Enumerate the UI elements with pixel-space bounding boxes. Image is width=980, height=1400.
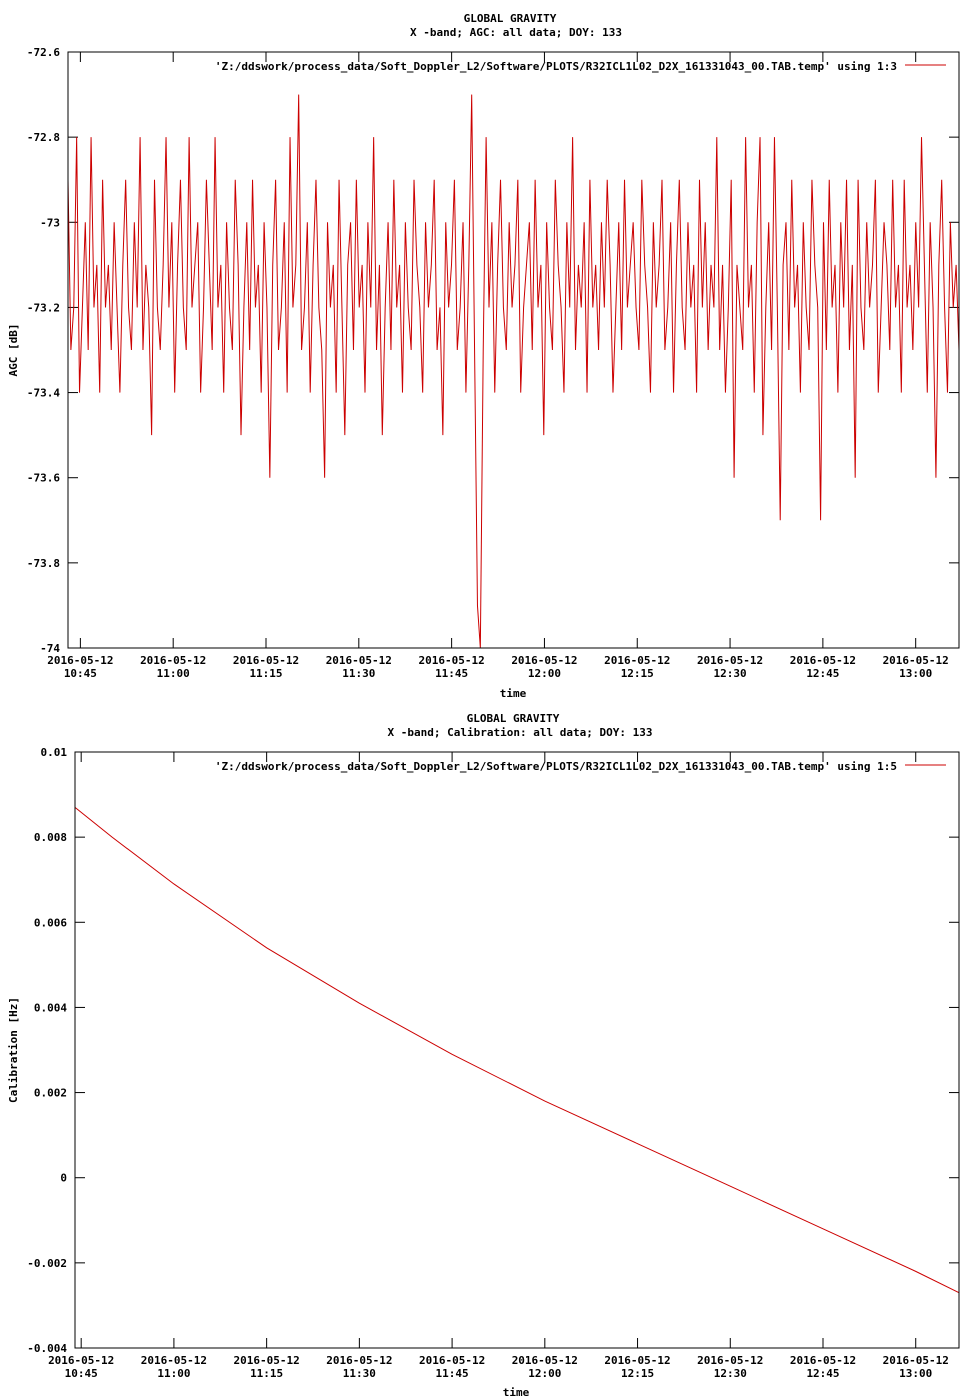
agc-x-tick-date: 2016-05-12 — [789, 654, 856, 667]
agc-x-tick-date: 2016-05-12 — [47, 654, 114, 667]
agc-x-tick-time: 11:30 — [342, 667, 376, 680]
calibration-x-tick-date: 2016-05-12 — [511, 1354, 578, 1367]
agc-x-tick-date: 2016-05-12 — [140, 654, 207, 667]
agc-chart-subtitle: X -band; AGC: all data; DOY: 133 — [410, 26, 622, 39]
calibration-x-tick-date: 2016-05-12 — [48, 1354, 115, 1367]
agc-x-tick-time: 11:45 — [435, 667, 469, 680]
agc-x-tick-time: 10:45 — [63, 667, 97, 680]
agc-x-axis-label: time — [499, 687, 527, 700]
calibration-y-tick-label: 0.002 — [33, 1086, 67, 1100]
calibration-x-tick-time: 12:15 — [620, 1367, 655, 1380]
agc-x-tick-date: 2016-05-12 — [325, 654, 392, 667]
calibration-x-tick-time: 12:30 — [713, 1367, 747, 1380]
agc-y-tick-label: -74 — [40, 642, 60, 655]
calibration-y-tick-label: -0.002 — [27, 1256, 67, 1270]
calibration-x-tick-date: 2016-05-12 — [882, 1354, 949, 1367]
agc-x-tick-date: 2016-05-12 — [696, 654, 764, 667]
agc-x-tick-time: 12:30 — [713, 667, 747, 680]
calibration-y-tick-label: 0.008 — [33, 831, 67, 845]
calibration-y-tick-label: 0.004 — [33, 1001, 67, 1015]
calibration-x-tick-time: 13:00 — [899, 1367, 933, 1380]
calibration-y-tick-label: -0.004 — [27, 1342, 67, 1355]
calibration-x-tick-time: 11:30 — [342, 1367, 376, 1380]
calibration-x-tick-date: 2016-05-12 — [140, 1354, 208, 1367]
calibration-y-tick-label: 0.006 — [33, 916, 67, 930]
agc-x-tick-time: 12:00 — [527, 667, 561, 680]
agc-y-tick-label: -72.6 — [26, 46, 60, 59]
calibration-x-tick-time: 11:00 — [157, 1367, 191, 1380]
agc-x-tick-date: 2016-05-12 — [511, 654, 578, 667]
calibration-chart-subtitle: X -band; Calibration: all data; DOY: 133 — [387, 726, 653, 739]
calibration-x-tick-date: 2016-05-12 — [233, 1354, 300, 1367]
agc-x-tick-time: 11:15 — [249, 667, 283, 680]
calibration-y-tick-label: 0.01 — [40, 746, 67, 759]
agc-y-tick-label: -73.6 — [26, 471, 60, 485]
calibration-x-tick-time: 12:00 — [528, 1367, 562, 1380]
calibration-x-tick-date: 2016-05-12 — [604, 1354, 671, 1367]
calibration-x-tick-date: 2016-05-12 — [326, 1354, 393, 1367]
agc-y-tick-label: -72.8 — [26, 131, 60, 145]
calibration-x-tick-date: 2016-05-12 — [789, 1354, 857, 1367]
calibration-chart-title: GLOBAL GRAVITY — [466, 712, 560, 725]
calibration-x-tick-date: 2016-05-12 — [697, 1354, 764, 1367]
calibration-y-tick-label: 0 — [60, 1171, 67, 1185]
agc-legend-label: 'Z:/ddswork/process_data/Soft_Doppler_L2/Software/PLOTS/R32ICL1L02_D2X_161331043_00.TAB.temp' using 1:3 — [214, 60, 897, 73]
agc-y-tick-label: -73.4 — [26, 386, 60, 400]
agc-x-tick-date: 2016-05-12 — [882, 654, 949, 667]
calibration-y-axis-label: Calibration [Hz] — [7, 997, 20, 1103]
agc-x-tick-time: 13:00 — [899, 667, 933, 680]
agc-y-tick-label: -73.8 — [26, 556, 60, 570]
calibration-x-tick-time: 12:45 — [806, 1367, 840, 1380]
agc-y-tick-label: -73.2 — [26, 301, 60, 315]
agc-x-tick-time: 12:15 — [620, 667, 654, 680]
agc-x-tick-time: 12:45 — [806, 667, 840, 680]
calibration-legend-label: 'Z:/ddswork/process_data/Soft_Doppler_L2/Software/PLOTS/R32ICL1L02_D2X_161331043_00.TAB.temp' using 1:5 — [214, 760, 897, 773]
calibration-x-tick-time: 11:15 — [250, 1367, 284, 1380]
agc-x-tick-time: 11:00 — [156, 667, 190, 680]
agc-y-tick-label: -73 — [40, 216, 60, 230]
agc-chart-title: GLOBAL GRAVITY — [463, 12, 557, 25]
agc-y-axis-label: AGC [dB] — [7, 323, 20, 377]
calibration-x-tick-time: 11:45 — [435, 1367, 469, 1380]
agc-x-tick-date: 2016-05-12 — [604, 654, 671, 667]
calibration-x-axis-label: time — [502, 1386, 530, 1399]
agc-x-tick-date: 2016-05-12 — [232, 654, 300, 667]
calibration-x-tick-time: 10:45 — [64, 1367, 98, 1380]
calibration-x-tick-date: 2016-05-12 — [418, 1354, 486, 1367]
agc-x-tick-date: 2016-05-12 — [418, 654, 485, 667]
